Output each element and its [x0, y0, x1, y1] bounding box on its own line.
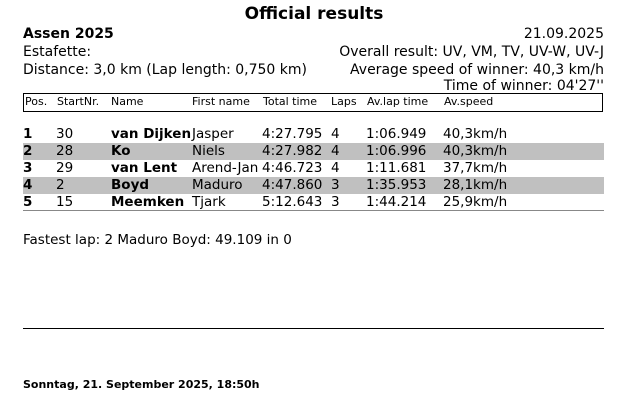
cell-startnr: 30	[56, 126, 74, 142]
cell-laps: 4	[331, 143, 340, 159]
cell-laps: 4	[331, 160, 340, 176]
cell-laps: 4	[331, 126, 340, 142]
footer-divider	[23, 328, 604, 329]
header-total-time: Total time	[263, 95, 318, 108]
estafette-label: Estafette:	[23, 44, 92, 60]
cell-laps: 3	[331, 194, 340, 210]
fastest-lap: Fastest lap: 2 Maduro Boyd: 49.109 in 0	[23, 232, 292, 248]
cell-av-speed: 37,7km/h	[443, 160, 508, 176]
distance-info: Distance: 3,0 km (Lap length: 0,750 km)	[23, 62, 307, 78]
cell-first-name: Maduro	[192, 177, 243, 193]
cell-startnr: 2	[56, 177, 65, 193]
cell-name: Boyd	[111, 177, 150, 193]
table-row	[23, 194, 604, 211]
cell-av-lap-time: 1:44.214	[366, 194, 427, 210]
cell-av-lap-time: 1:11.681	[366, 160, 427, 176]
cell-av-lap-time: 1:06.949	[366, 126, 427, 142]
cell-name: van Dijken	[111, 126, 192, 142]
cell-total-time: 4:27.795	[262, 126, 323, 142]
table-row	[23, 160, 604, 177]
cell-startnr: 28	[56, 143, 74, 159]
cell-av-speed: 40,3km/h	[443, 143, 508, 159]
cell-av-lap-time: 1:35.953	[366, 177, 427, 193]
header-startnr: StartNr.	[57, 95, 100, 108]
event-name: Assen 2025	[23, 26, 114, 42]
cell-name: Meemken	[111, 194, 185, 210]
print-timestamp: Sonntag, 21. September 2025, 18:50h	[23, 378, 260, 391]
table-row	[23, 143, 604, 160]
cell-first-name: Jasper	[192, 126, 234, 142]
table-row	[23, 126, 604, 143]
cell-startnr: 15	[56, 194, 74, 210]
cell-laps: 3	[331, 177, 340, 193]
cell-name: Ko	[111, 143, 131, 159]
table-bottom-divider	[23, 210, 604, 211]
cell-name: van Lent	[111, 160, 178, 176]
cell-total-time: 4:46.723	[262, 160, 323, 176]
header-first-name: First name	[192, 95, 250, 108]
cell-total-time: 5:12.643	[262, 194, 323, 210]
cell-first-name: Niels	[192, 143, 225, 159]
table-row	[23, 177, 604, 194]
cell-pos: 4	[23, 177, 33, 193]
header-laps: Laps	[331, 95, 357, 108]
cell-pos: 5	[23, 194, 33, 210]
header-av-lap-time: Av.lap time	[367, 95, 429, 108]
page-title: Official results	[244, 4, 384, 24]
winner-average-speed: Average speed of winner: 40,3 km/h	[350, 62, 604, 78]
cell-av-speed: 25,9km/h	[443, 194, 508, 210]
cell-av-speed: 40,3km/h	[443, 126, 508, 142]
header-av-speed: Av.speed	[444, 95, 494, 108]
cell-av-lap-time: 1:06.996	[366, 143, 427, 159]
cell-total-time: 4:27.982	[262, 143, 323, 159]
header-name: Name	[111, 95, 144, 108]
cell-av-speed: 28,1km/h	[443, 177, 508, 193]
cell-first-name: Tjark	[192, 194, 226, 210]
cell-pos: 3	[23, 160, 33, 176]
event-date: 21.09.2025	[523, 26, 604, 42]
results-table-header	[23, 93, 603, 112]
winner-time: Time of winner: 04'27''	[443, 78, 604, 94]
cell-startnr: 29	[56, 160, 74, 176]
cell-total-time: 4:47.860	[262, 177, 323, 193]
header-pos: Pos.	[25, 95, 48, 108]
cell-pos: 1	[23, 126, 33, 142]
overall-result: Overall result: UV, VM, TV, UV-W, UV-J	[339, 44, 604, 60]
cell-first-name: Arend-Jan	[192, 160, 259, 176]
cell-pos: 2	[23, 143, 33, 159]
